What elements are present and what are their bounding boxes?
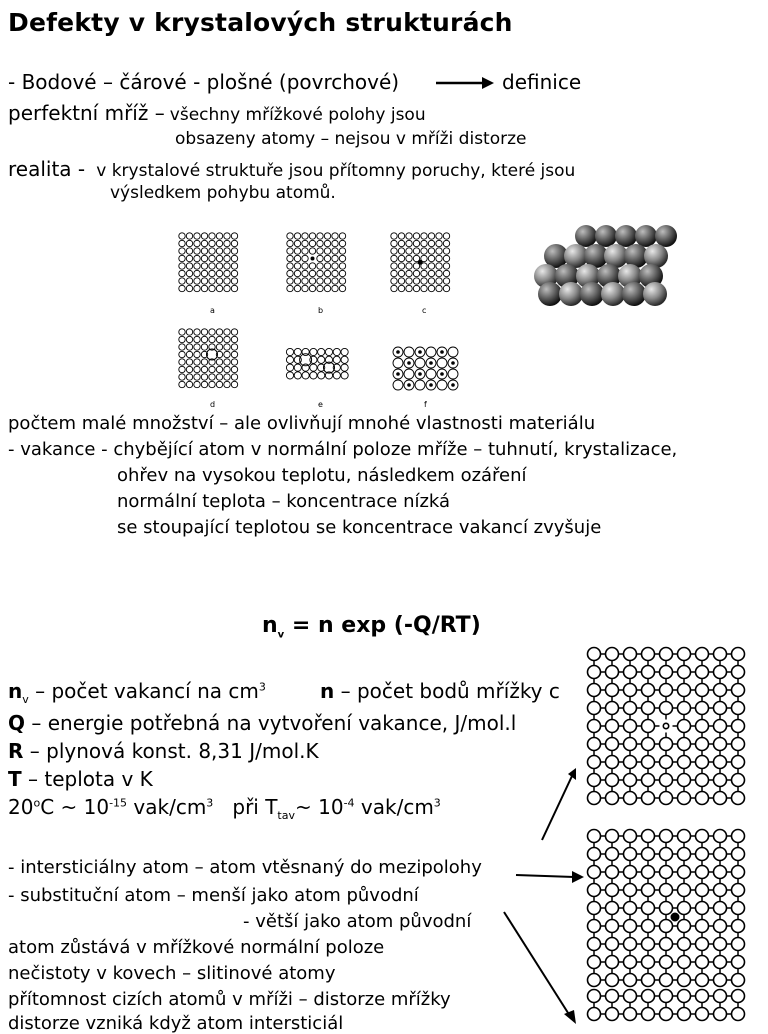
def-q-text: – energie potřebná na vytvoření vakance, J/mol.l — [25, 711, 517, 735]
def-q — [8, 711, 578, 735]
page-title: Defekty v krystalových strukturách — [8, 8, 513, 37]
perfect-lattice-text-2: obsazeny atomy – nejsou v mříži distorze — [175, 129, 527, 149]
perfect-lattice-heading: perfektní mříž – — [8, 101, 165, 125]
para-line-5: se stoupající teplotou se koncentrace vakancí zvyšuje — [117, 517, 602, 538]
lattice-figure-c — [390, 232, 454, 302]
reality-text: v krystalové struktuře jsou přítomny poruchy, které jsou — [96, 161, 576, 181]
interstitial-line: - intersticiálny atom – atom vtěsnaný do mezipolohy — [8, 857, 482, 878]
def-nv — [8, 679, 266, 706]
lattice-figure-f — [392, 346, 458, 392]
def-q-symbol: Q — [8, 711, 26, 735]
perfect-lattice-line — [8, 101, 426, 125]
figure-label-e: e — [318, 400, 323, 409]
conc-pri-t: při T — [213, 795, 278, 819]
def-t-text: – teplota v K — [21, 767, 153, 791]
conc-10: ~ 10 — [295, 795, 344, 819]
def-n — [320, 679, 578, 703]
reality-text-2: výsledkem pohybu atomů. — [110, 183, 336, 203]
formula-lhs: n — [262, 613, 278, 638]
figure-label-b: b — [318, 306, 324, 315]
para-line-2: - vakance - chybějící atom v normální poloze mříže – tuhnutí, krystalizace, — [8, 439, 678, 460]
formula-lhs-sub: v — [277, 629, 285, 641]
arrow-right-icon — [436, 76, 496, 90]
definice-label: definice — [502, 70, 582, 94]
atom-block-3d — [536, 212, 676, 308]
def-n-symbol: n — [320, 679, 335, 703]
vacancy-lattice-image — [586, 646, 746, 806]
atom-stays-line: atom zůstává v mřížkové normální poloze — [8, 937, 385, 958]
def-t-symbol: T — [8, 767, 22, 791]
conc-tav: tav — [277, 809, 295, 822]
conc-c-10: C ~ 10 — [40, 795, 110, 819]
substitution-lattice-image — [586, 986, 746, 1026]
arrow-to-interstitial-icon — [516, 866, 586, 886]
def-r-text: – plynová konst. 8,31 J/mol.K — [23, 739, 319, 763]
def-r — [8, 739, 319, 763]
def-nv-symbol: n — [8, 679, 23, 703]
def-r-symbol: R — [8, 739, 24, 763]
larger-atom-line: - větší jako atom původní — [243, 911, 472, 932]
figure-label-d: d — [210, 400, 216, 409]
def-nv-sub: v — [22, 693, 29, 706]
arrow-to-substitution-icon — [498, 906, 588, 1026]
perfect-lattice-text: všechny mřížkové polohy jsou — [169, 105, 426, 125]
formula-rhs: = n exp (-Q/RT) — [291, 613, 481, 638]
defect-types-line: - Bodové – čárové - plošné (povrchové) — [8, 70, 400, 94]
impurities-line: nečistoty v kovech – slitinové atomy — [8, 963, 336, 984]
lattice-figure-d — [178, 328, 242, 398]
conc-unit-sup-2: 3 — [433, 796, 441, 810]
def-t — [8, 767, 153, 791]
def-nv-sup: 3 — [258, 680, 266, 694]
def-n-text: – počet bodů mřížky c — [334, 679, 560, 703]
reality-heading: realita - — [8, 157, 86, 181]
para-line-1: počtem malé množství – ale ovlivňují mnohé vlastnosti materiálu — [8, 413, 596, 434]
figure-label-f: f — [424, 400, 427, 409]
para-line-3: ohřev na vysokou teplotu, následkem ozáření — [117, 465, 527, 486]
concentration-line — [8, 795, 441, 822]
reality-line — [8, 157, 575, 181]
figure-label-c: c — [422, 306, 427, 315]
conc-unit-sup-1: 3 — [206, 796, 214, 810]
conc-degree: o — [33, 796, 41, 810]
conc-20: 20 — [8, 795, 34, 819]
substitutional-line: - substituční atom – menší jako atom původní — [8, 885, 419, 906]
vacancy-formula — [262, 613, 481, 640]
interstitial-lattice-image — [586, 826, 746, 992]
arrow-to-vacancy-icon — [536, 766, 596, 846]
lattice-figure-a — [178, 232, 238, 302]
foreign-atoms-line: přítomnost cizích atomů v mříži – distorze mřížky — [8, 989, 451, 1010]
conc-exp-2: -4 — [343, 796, 355, 810]
conc-exp-1: -15 — [109, 796, 128, 810]
para-line-4: normální teplota – koncentrace nízká — [117, 491, 451, 512]
lattice-figure-e — [286, 348, 350, 384]
conc-unit-1: vak/cm — [127, 795, 207, 819]
figure-label-a: a — [210, 306, 215, 315]
distortion-line: distorze vzniká když atom intersticiál — [8, 1013, 344, 1034]
def-nv-text: – počet vakancí na cm — [28, 679, 259, 703]
lattice-figure-b — [286, 232, 350, 302]
conc-unit-2: vak/cm — [354, 795, 434, 819]
